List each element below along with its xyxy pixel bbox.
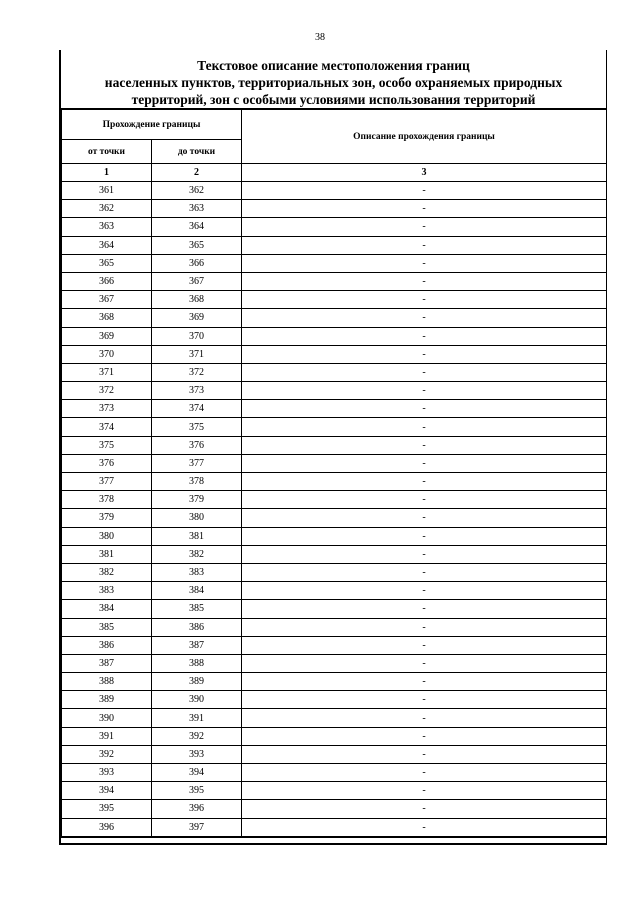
cell-from-point: 362 [62,200,152,218]
cell-from-point: 367 [62,291,152,309]
table-row [62,473,607,491]
cell-to-point: 382 [152,545,242,563]
cell-from-point: 368 [62,309,152,327]
cell-from-point: 393 [62,764,152,782]
table-row [62,491,607,509]
cell-to-point: 362 [152,182,242,200]
cell-description: - [242,200,607,218]
cell-description: - [242,764,607,782]
table-row [62,218,607,236]
cell-to-point: 372 [152,363,242,381]
cell-to-point: 367 [152,272,242,290]
cell-to-point: 396 [152,800,242,818]
table-body [62,182,607,837]
cell-description: - [242,272,607,290]
cell-description: - [242,800,607,818]
table-row [62,200,607,218]
cell-description: - [242,436,607,454]
cell-to-point: 378 [152,473,242,491]
cell-description: - [242,236,607,254]
cell-description: - [242,382,607,400]
cell-description: - [242,400,607,418]
cell-from-point: 364 [62,236,152,254]
table-row [62,727,607,745]
table-row [62,454,607,472]
table-row [62,691,607,709]
cell-from-point: 387 [62,654,152,672]
cell-from-point: 385 [62,618,152,636]
cell-from-point: 373 [62,400,152,418]
table-row [62,764,607,782]
cell-description: - [242,327,607,345]
header-from-point: от точки [62,140,152,164]
cell-description: - [242,636,607,654]
cell-to-point: 397 [152,818,242,836]
table-row [62,636,607,654]
table-row [62,363,607,381]
table-row [62,254,607,272]
table-row [62,545,607,563]
cell-to-point: 392 [152,727,242,745]
cell-from-point: 363 [62,218,152,236]
cell-description: - [242,218,607,236]
cell-from-point: 395 [62,800,152,818]
cell-to-point: 364 [152,218,242,236]
cell-to-point: 374 [152,400,242,418]
cell-from-point: 394 [62,782,152,800]
cell-from-point: 361 [62,182,152,200]
cell-to-point: 363 [152,200,242,218]
cell-from-point: 374 [62,418,152,436]
table-row [62,327,607,345]
table-row [62,418,607,436]
title-line-1: Текстовое описание местоположения границ [197,58,470,73]
table-row [62,509,607,527]
cell-to-point: 365 [152,236,242,254]
cell-to-point: 388 [152,654,242,672]
cell-description: - [242,654,607,672]
table-row [62,618,607,636]
page-number: 38 [315,32,325,43]
title-line-3: территорий, зон с особыми условиями использования территорий [131,92,536,107]
cell-to-point: 373 [152,382,242,400]
table-row [62,272,607,290]
cell-to-point: 377 [152,454,242,472]
table-row [62,563,607,581]
cell-description: - [242,491,607,509]
cell-description: - [242,454,607,472]
cell-to-point: 380 [152,509,242,527]
cell-to-point: 387 [152,636,242,654]
column-number-1: 1 [62,164,152,182]
cell-to-point: 376 [152,436,242,454]
cell-from-point: 371 [62,363,152,381]
table-row [62,800,607,818]
table-row [62,582,607,600]
cell-description: - [242,345,607,363]
header-boundary-passage: Прохождение границы [62,109,242,140]
table-row [62,436,607,454]
cell-description: - [242,691,607,709]
document-title [61,57,606,108]
cell-from-point: 379 [62,509,152,527]
cell-description: - [242,727,607,745]
table-row [62,309,607,327]
cell-to-point: 395 [152,782,242,800]
cell-description: - [242,563,607,581]
cell-to-point: 375 [152,418,242,436]
cell-to-point: 385 [152,600,242,618]
cell-from-point: 386 [62,636,152,654]
cell-from-point: 381 [62,545,152,563]
column-number-3: 3 [242,164,607,182]
cell-from-point: 382 [62,563,152,581]
cell-from-point: 365 [62,254,152,272]
cell-to-point: 370 [152,327,242,345]
table-row [62,527,607,545]
cell-description: - [242,618,607,636]
cell-to-point: 384 [152,582,242,600]
cell-description: - [242,582,607,600]
cell-from-point: 376 [62,454,152,472]
table-row [62,236,607,254]
cell-to-point: 389 [152,673,242,691]
cell-from-point: 392 [62,745,152,763]
cell-from-point: 375 [62,436,152,454]
cell-description: - [242,709,607,727]
cell-from-point: 389 [62,691,152,709]
cell-to-point: 386 [152,618,242,636]
table-row [62,818,607,836]
cell-from-point: 366 [62,272,152,290]
cell-from-point: 370 [62,345,152,363]
cell-to-point: 394 [152,764,242,782]
cell-from-point: 396 [62,818,152,836]
cell-description: - [242,818,607,836]
cell-description: - [242,600,607,618]
cell-to-point: 390 [152,691,242,709]
cell-to-point: 381 [152,527,242,545]
table-row [62,745,607,763]
cell-description: - [242,363,607,381]
cell-description: - [242,527,607,545]
title-line-2: населенных пунктов, территориальных зон, особо охраняемых природных [104,75,563,90]
cell-to-point: 369 [152,309,242,327]
cell-description: - [242,782,607,800]
cell-description: - [242,309,607,327]
table-row [62,400,607,418]
cell-description: - [242,182,607,200]
cell-description: - [242,545,607,563]
cell-from-point: 388 [62,673,152,691]
cell-to-point: 371 [152,345,242,363]
cell-to-point: 391 [152,709,242,727]
cell-from-point: 391 [62,727,152,745]
table-row [62,345,607,363]
cell-from-point: 383 [62,582,152,600]
table-row [62,291,607,309]
cell-description: - [242,254,607,272]
boundary-table [61,108,607,837]
table-row [62,182,607,200]
cell-description: - [242,673,607,691]
cell-description: - [242,418,607,436]
cell-to-point: 366 [152,254,242,272]
cell-description: - [242,473,607,491]
cell-to-point: 379 [152,491,242,509]
frame-inner-bottom-line [61,837,606,838]
table-row [62,782,607,800]
frame-bottom-line [59,843,607,845]
cell-from-point: 378 [62,491,152,509]
cell-from-point: 380 [62,527,152,545]
cell-from-point: 369 [62,327,152,345]
table-row [62,382,607,400]
header-description: Описание прохождения границы [242,109,607,164]
cell-to-point: 368 [152,291,242,309]
cell-from-point: 372 [62,382,152,400]
cell-description: - [242,745,607,763]
column-number-2: 2 [152,164,242,182]
cell-from-point: 384 [62,600,152,618]
table-row [62,600,607,618]
table-row [62,654,607,672]
cell-description: - [242,291,607,309]
table-row [62,709,607,727]
cell-description: - [242,509,607,527]
header-to-point: до точки [152,140,242,164]
cell-from-point: 377 [62,473,152,491]
table-row [62,673,607,691]
cell-to-point: 383 [152,563,242,581]
cell-to-point: 393 [152,745,242,763]
cell-from-point: 390 [62,709,152,727]
